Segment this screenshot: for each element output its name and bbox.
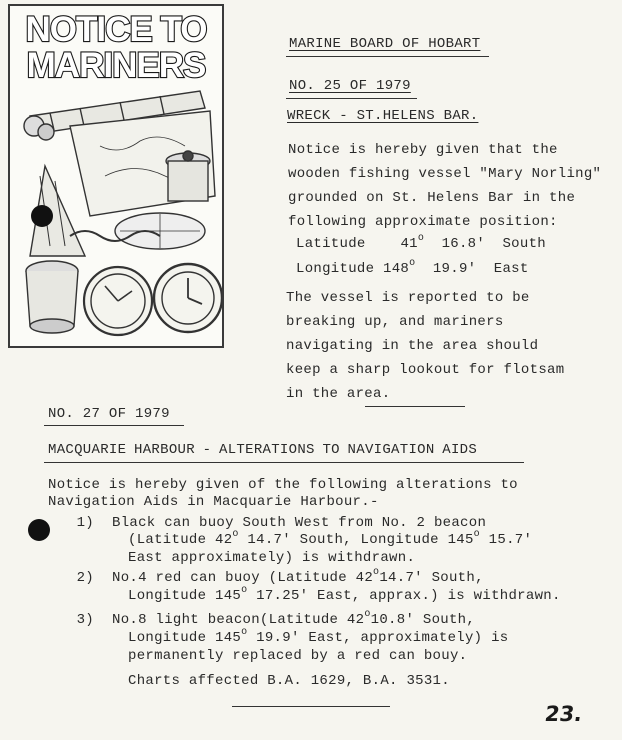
alteration-item-2: 2) No.4 red can buoy (Latitude 42$^o$14.7' South, Longitude 145$^o$ 17.25' East, apprax.) is withdrawn. (76, 567, 561, 604)
notice-27-heading-underline (44, 462, 524, 463)
notice-25-heading: WRECK - ST.HELENS BAR. (287, 108, 479, 124)
notice-27-intro: Notice is hereby given of the following alterations to Navigation Aids in Macquarie Harbour.- (48, 477, 518, 510)
notice-27-underline (44, 425, 184, 426)
page-number: 23. (543, 702, 584, 726)
punch-hole-bottom (28, 519, 50, 541)
punch-hole-top (31, 205, 53, 227)
notice-25-underline (286, 98, 417, 99)
alteration-item-1: 1) Black can buoy South West from No. 2 beacon (Latitude 42$^o$ 14.7' South, Longitude 145$^o$ 15.7' East approximately) is withdrawn. (76, 515, 533, 566)
alteration-item-3: 3) No.8 light beacon(Latitude 42$^o$10.8' South, Longitude 145$^o$ 19.9' East, approximately) is permanently replaced by a red can bouy. (76, 609, 509, 664)
charts-affected: Charts affected B.A. 1629, B.A. 3531. (128, 673, 450, 689)
notice-27-end-rule (232, 706, 390, 707)
notice-27-heading: MACQUARIE HARBOUR - ALTERATIONS TO NAVIGATION AIDS (48, 442, 478, 458)
notice-25-number: NO. 25 OF 1979 (289, 78, 411, 94)
wreck-latitude: Latitude 41$^o$ 16.8' South (296, 233, 546, 252)
notice-banner-title: NOTICE TO MARINERS (25, 10, 207, 85)
issuer-heading: MARINE BOARD OF HOBART (289, 36, 481, 52)
notice-25-end-rule (365, 406, 465, 407)
notice-25-body: Notice is hereby given that the wooden fishing vessel "Mary Norling" grounded on St. Helens Bar in the following approximate position: (288, 142, 602, 230)
issuer-underline (286, 56, 489, 57)
notice-25-closing: The vessel is reported to be breaking up, and mariners navigating in the area should keep a sharp lookout for flotsam in the area. (286, 290, 565, 402)
notice-to-mariners-illustration (8, 4, 224, 348)
wreck-longitude: Longitude 148$^o$ 19.9' East (296, 258, 529, 277)
notice-27-number: NO. 27 OF 1979 (48, 406, 170, 422)
